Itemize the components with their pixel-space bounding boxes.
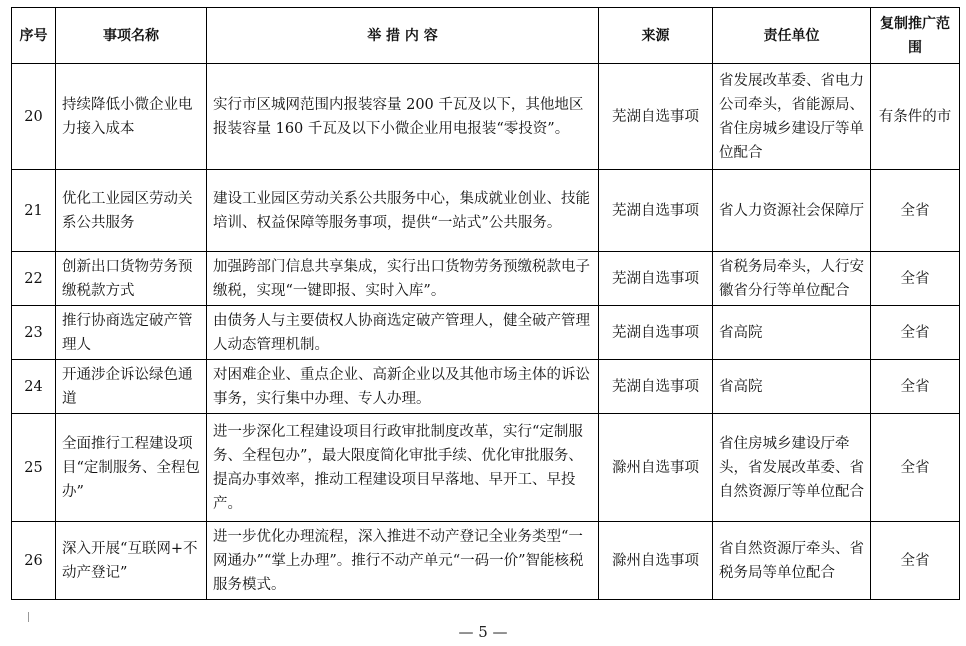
row-no: 20 bbox=[12, 64, 56, 170]
row-measures: 由债务人与主要债权人协商选定破产管理人，健全破产管理人动态管理机制。 bbox=[207, 306, 599, 360]
row-measures: 进一步优化办理流程，深入推进不动产登记全业务类型“一网通办”“掌上办理”。推行不动产单元“一码一价”智能核税服务模式。 bbox=[207, 522, 599, 600]
row-source: 芜湖自选事项 bbox=[599, 64, 713, 170]
row-no: 23 bbox=[12, 306, 56, 360]
table-row bbox=[12, 414, 960, 522]
row-unit: 省人力资源社会保障厅 bbox=[713, 170, 871, 252]
row-measures: 进一步深化工程建设项目行政审批制度改革，实行“定制服务、全程包办”，最大限度简化审批手续、优化审批服务、提高办事效率，推动工程建设项目早落地、早开工、早投产。 bbox=[207, 414, 599, 522]
row-measures: 加强跨部门信息共享集成，实行出口货物劳务预缴税款电子缴税，实现“一键即报、实时入库”。 bbox=[207, 252, 599, 306]
header-measures: 举 措 内 容 bbox=[207, 8, 599, 64]
row-measures: 建设工业园区劳动关系公共服务中心，集成就业创业、技能培训、权益保障等服务事项，提供“一站式”公共服务。 bbox=[207, 170, 599, 252]
row-measures: 实行市区城网范围内报装容量 200 千瓦及以下，其他地区报装容量 160 千瓦及以下小微企业用电报装“零投资”。 bbox=[207, 64, 599, 170]
row-scope: 有条件的市 bbox=[871, 64, 960, 170]
row-name: 开通涉企诉讼绿色通道 bbox=[56, 360, 207, 414]
header-scope: 复制推广范围 bbox=[871, 8, 960, 64]
row-scope: 全省 bbox=[871, 414, 960, 522]
row-source: 芜湖自选事项 bbox=[599, 252, 713, 306]
row-unit: 省住房城乡建设厅牵头，省发展改革委、省自然资源厅等单位配合 bbox=[713, 414, 871, 522]
table-row bbox=[12, 252, 960, 306]
row-name: 创新出口货物劳务预缴税款方式 bbox=[56, 252, 207, 306]
row-name: 持续降低小微企业电力接入成本 bbox=[56, 64, 207, 170]
header-no: 序号 bbox=[12, 8, 56, 64]
row-name: 全面推行工程建设项目“定制服务、全程包办” bbox=[56, 414, 207, 522]
row-unit: 省发展改革委、省电力公司牵头，省能源局、省住房城乡建设厅等单位配合 bbox=[713, 64, 871, 170]
row-scope: 全省 bbox=[871, 522, 960, 600]
row-no: 24 bbox=[12, 360, 56, 414]
header-unit: 责任单位 bbox=[713, 8, 871, 64]
page-number: — 5 — bbox=[458, 623, 508, 641]
measures-table bbox=[11, 7, 960, 600]
row-scope: 全省 bbox=[871, 306, 960, 360]
row-no: 26 bbox=[12, 522, 56, 600]
row-name: 优化工业园区劳动关系公共服务 bbox=[56, 170, 207, 252]
header-name: 事项名称 bbox=[56, 8, 207, 64]
row-source: 滁州自选事项 bbox=[599, 414, 713, 522]
margin-corner-mark bbox=[18, 612, 29, 622]
header-row bbox=[12, 8, 960, 64]
row-no: 21 bbox=[12, 170, 56, 252]
table-row bbox=[12, 64, 960, 170]
row-source: 芜湖自选事项 bbox=[599, 170, 713, 252]
row-no: 22 bbox=[12, 252, 56, 306]
row-scope: 全省 bbox=[871, 252, 960, 306]
row-unit: 省高院 bbox=[713, 360, 871, 414]
row-source: 芜湖自选事项 bbox=[599, 360, 713, 414]
row-unit: 省自然资源厅牵头、省税务局等单位配合 bbox=[713, 522, 871, 600]
row-scope: 全省 bbox=[871, 360, 960, 414]
row-no: 25 bbox=[12, 414, 56, 522]
row-source: 芜湖自选事项 bbox=[599, 306, 713, 360]
table-row bbox=[12, 170, 960, 252]
row-name: 推行协商选定破产管理人 bbox=[56, 306, 207, 360]
row-unit: 省高院 bbox=[713, 306, 871, 360]
row-name: 深入开展“互联网+不动产登记” bbox=[56, 522, 207, 600]
row-measures: 对困难企业、重点企业、高新企业以及其他市场主体的诉讼事务，实行集中办理、专人办理。 bbox=[207, 360, 599, 414]
table-row bbox=[12, 306, 960, 360]
row-source: 滁州自选事项 bbox=[599, 522, 713, 600]
table-row bbox=[12, 360, 960, 414]
table-row bbox=[12, 522, 960, 600]
header-source: 来源 bbox=[599, 8, 713, 64]
row-unit: 省税务局牵头，人行安徽省分行等单位配合 bbox=[713, 252, 871, 306]
row-scope: 全省 bbox=[871, 170, 960, 252]
